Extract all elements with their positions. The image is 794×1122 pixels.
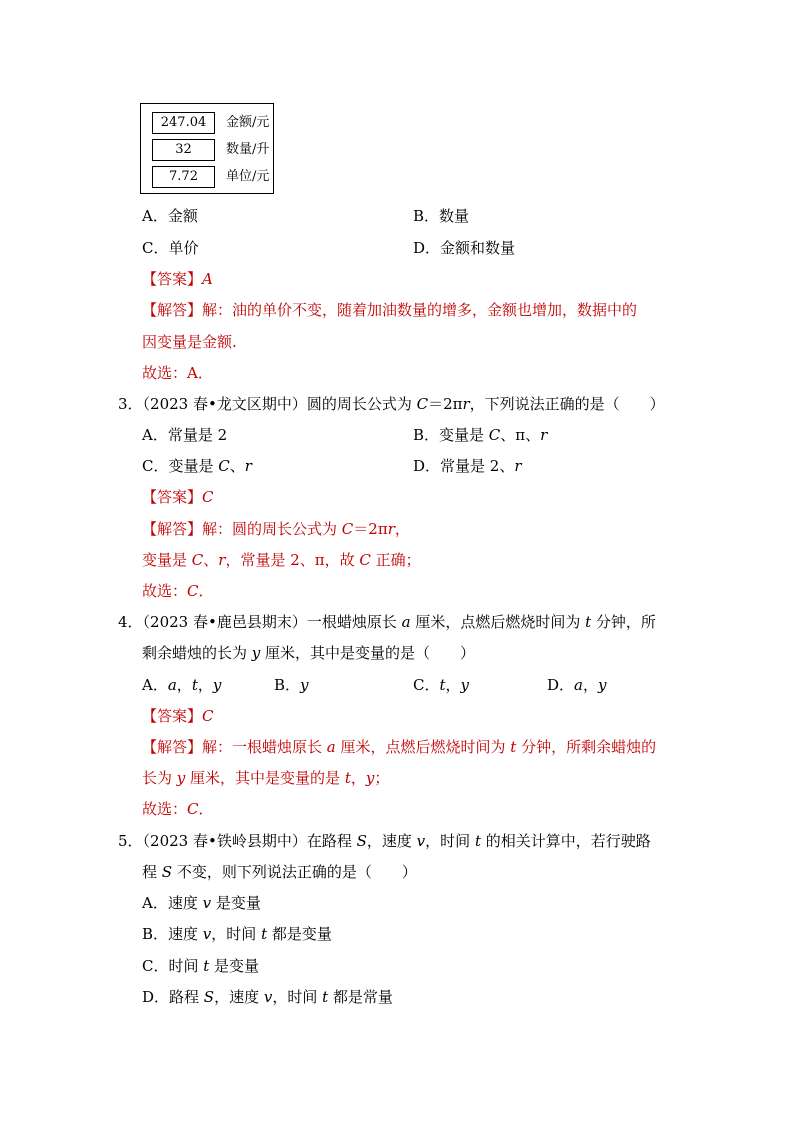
var-c: C [416, 395, 429, 413]
var-t: t [474, 832, 481, 850]
q3-analysis-line-1 [142, 519, 410, 539]
var-y: y [176, 769, 186, 787]
q2-analysis-line-2: 因变量是金额. [142, 333, 237, 351]
var-t: t [585, 613, 592, 631]
stem-text: （2023 春•龙文区期中）圆的周长公式为 [142, 395, 417, 413]
q5-option-c [142, 956, 259, 976]
option-text: D． [547, 676, 575, 694]
var-r: r [462, 395, 470, 413]
choose-value: C [187, 582, 199, 600]
q4-answer [142, 706, 214, 726]
q4-stem-line-2 [142, 643, 475, 663]
choose-value: C [187, 800, 199, 818]
var-t: t [191, 676, 198, 694]
q2-option-d: D．金额和数量 [413, 239, 516, 257]
option-text: 都是变量 [267, 925, 332, 943]
q3-option-b [413, 425, 547, 445]
option-text: C．变量是 [142, 457, 219, 475]
var-v: v [202, 925, 212, 943]
q5-option-b [142, 924, 332, 944]
q4-option-b [274, 675, 309, 695]
var-t: t [203, 957, 210, 975]
pump-value-unit: 7.72 [152, 166, 215, 188]
q2-option-b: B．数量 [413, 207, 470, 225]
option-text: B． [274, 676, 301, 694]
q4-analysis-line-2 [142, 768, 389, 788]
analysis-text: 解：油的单价不变，随着加油数量的增多，金额也增加，数据中的 [202, 301, 638, 319]
var-s: S [356, 832, 367, 850]
stem-text: ，时间 [425, 832, 475, 850]
stem-text: 剩余蜡烛的长为 [142, 644, 252, 662]
analysis-text: 解：圆的周长公式为 [202, 520, 342, 538]
analysis-text: 长为 [142, 769, 177, 787]
var-t: t [261, 925, 268, 943]
option-text: C． [413, 676, 440, 694]
choose-text: 故选： [142, 800, 188, 818]
q2-option-a: A．金额 [142, 207, 198, 225]
option-text: A． [142, 676, 168, 694]
var-t: t [344, 769, 351, 787]
question-number: 4． [118, 613, 143, 631]
var-v: v [263, 988, 273, 1006]
var-y: y [365, 769, 375, 787]
analysis-text: ，常量是 2、π，故 [225, 551, 360, 569]
q3-option-d [413, 456, 522, 476]
stem-text: （2023 春•铁岭县期中）在路程 [142, 832, 357, 850]
var-r: r [218, 551, 226, 569]
option-text: 是变量 [211, 894, 261, 912]
analysis-text: 解：一根蜡烛原长 [202, 738, 327, 756]
pump-value-amount: 247.04 [152, 112, 215, 134]
option-text: B．变量是 [413, 426, 489, 444]
var-a: a [167, 676, 177, 694]
q5-stem-line-2 [142, 862, 417, 882]
var-r: r [387, 520, 395, 538]
var-c: C [488, 426, 501, 444]
var-a: a [401, 613, 411, 631]
option-text: B．速度 [142, 925, 203, 943]
answer-tag: 【答案】 [142, 488, 203, 506]
analysis-tag: 【解答】 [142, 520, 203, 538]
option-text: A．速度 [142, 894, 203, 912]
option-text: 都是常量 [328, 988, 393, 1006]
q2-analysis-line-1 [142, 300, 637, 320]
question-number: 5． [118, 832, 143, 850]
var-a: a [574, 676, 583, 694]
option-text: ， [176, 676, 192, 694]
q5-option-a [142, 893, 261, 913]
var-c: C [218, 457, 230, 475]
q3-answer [142, 487, 214, 507]
analysis-tag: 【解答】 [142, 738, 203, 756]
option-text: 、 [229, 457, 245, 475]
q3-choose [142, 581, 214, 601]
var-s: S [161, 863, 173, 881]
var-v: v [416, 832, 426, 850]
analysis-tag: 【解答】 [142, 301, 203, 319]
stem-text: 不变，则下列说法正确的是（ ） [172, 863, 417, 881]
var-r: r [244, 457, 252, 475]
var-t: t [439, 676, 446, 694]
analysis-text: 厘米，点燃后燃烧时间为 [335, 738, 511, 756]
q4-option-d [547, 675, 606, 695]
question-number: 3． [118, 395, 143, 413]
var-a: a [326, 738, 336, 756]
stem-text: 厘米，其中是变量的是（ ） [260, 644, 476, 662]
option-text: 是变量 [209, 957, 260, 975]
option-text: ， [197, 676, 213, 694]
stem-text: ，下列说法正确的是（ ） [469, 395, 665, 413]
var-t: t [322, 988, 329, 1006]
var-r: r [514, 457, 522, 475]
var-c: C [341, 520, 354, 538]
var-y: y [212, 676, 222, 694]
q3-analysis-line-2 [142, 550, 421, 570]
q5-option-d [142, 987, 393, 1007]
q4-option-a [142, 675, 221, 695]
option-text: ，时间 [211, 925, 262, 943]
option-text: ， [445, 676, 461, 694]
q4-stem-line-1 [118, 612, 656, 632]
pump-label-amount: 金额/元 [226, 115, 270, 130]
answer-value: C [202, 488, 214, 506]
q2-choose: 故选：A． [142, 364, 213, 382]
option-text: ，速度 [214, 988, 264, 1006]
analysis-text: ＝2π [353, 520, 388, 538]
stem-text: ＝2π [428, 395, 463, 413]
stem-text: 分钟，所 [591, 613, 656, 631]
choose-text: ． [198, 582, 214, 600]
answer-tag: 【答案】 [142, 270, 203, 288]
answer-value: C [202, 707, 214, 725]
analysis-text: 变量是 [142, 551, 192, 569]
pump-value-quantity: 32 [152, 139, 215, 161]
q4-option-c [413, 675, 469, 695]
choose-text: ． [198, 800, 214, 818]
var-y: y [460, 676, 470, 694]
q5-stem-line-1 [118, 831, 651, 851]
var-y: y [598, 676, 607, 694]
q4-analysis-line-1 [142, 737, 656, 757]
var-y: y [300, 676, 309, 694]
var-c: C [191, 551, 204, 569]
answer-tag: 【答案】 [142, 707, 203, 725]
stem-text: 的相关计算中，若行驶路 [480, 832, 651, 850]
var-r: r [540, 426, 548, 444]
q4-choose [142, 799, 214, 819]
stem-text: ，速度 [366, 832, 417, 850]
analysis-text: 厘米，其中是变量的是 [185, 769, 345, 787]
q2-answer [142, 269, 213, 289]
option-text: C．时间 [142, 957, 204, 975]
analysis-text: ； [374, 769, 390, 787]
q3-option-a: A．常量是 2 [142, 426, 228, 444]
fuel-pump-display [140, 103, 274, 194]
var-s: S [203, 988, 215, 1006]
answer-value: A [202, 270, 213, 288]
var-y: y [251, 644, 261, 662]
stem-text: （2023 春•鹿邑县期末）一根蜡烛原长 [142, 613, 402, 631]
q3-stem [118, 394, 665, 414]
analysis-text: 正确； [370, 551, 421, 569]
option-text: ， [582, 676, 598, 694]
option-text: 、π、 [500, 426, 541, 444]
pump-label-quantity: 数量/升 [226, 142, 270, 157]
var-v: v [202, 894, 212, 912]
analysis-text: ， [394, 520, 410, 538]
option-text: D．常量是 2、 [413, 457, 515, 475]
stem-text: 程 [142, 863, 162, 881]
stem-text: 厘米，点燃后燃烧时间为 [410, 613, 586, 631]
pump-label-unit: 单位/元 [226, 169, 270, 184]
q3-option-c [142, 456, 252, 476]
q2-option-c: C．单价 [142, 239, 199, 257]
var-t: t [510, 738, 517, 756]
var-c: C [359, 551, 371, 569]
analysis-text: 、 [203, 551, 219, 569]
option-text: D．路程 [142, 988, 204, 1006]
option-text: ，时间 [272, 988, 323, 1006]
analysis-text: 分钟，所剩余蜡烛的 [516, 738, 657, 756]
analysis-text: ， [350, 769, 366, 787]
choose-text: 故选： [142, 582, 188, 600]
